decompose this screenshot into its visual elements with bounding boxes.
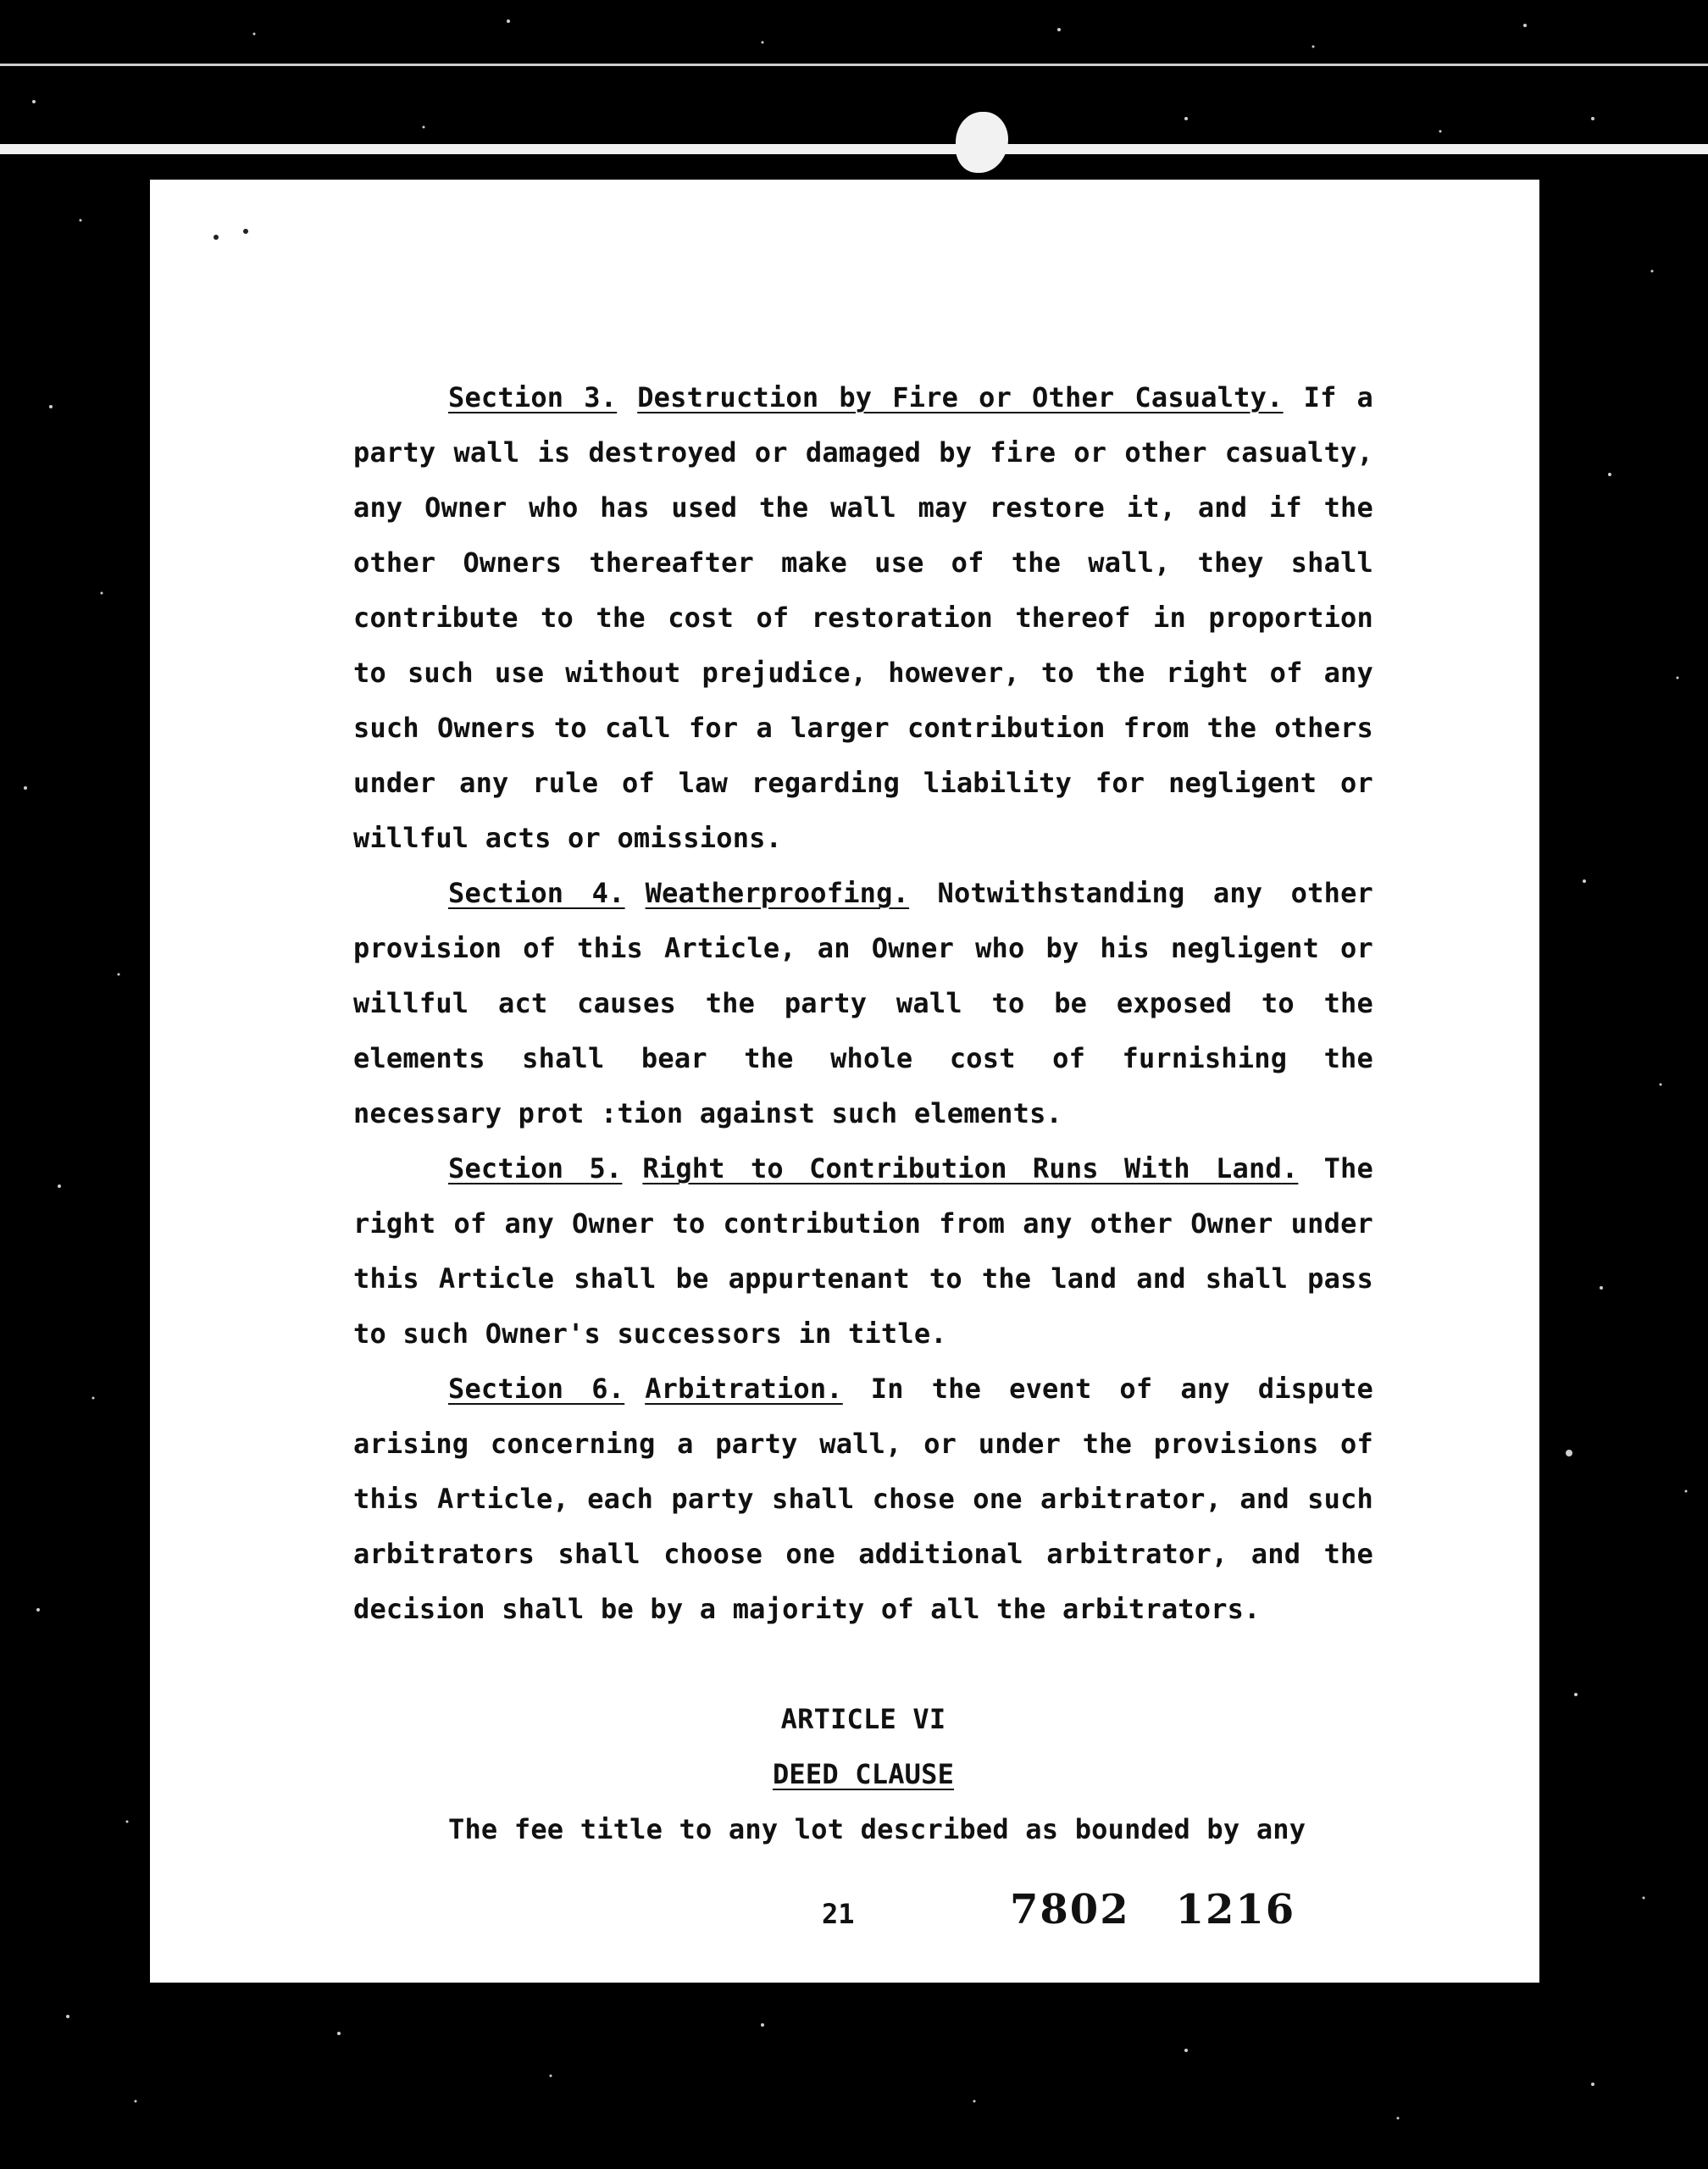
scan-blot (956, 112, 1008, 173)
section-4-paragraph (353, 866, 1373, 1141)
section-4-body: Notwithstanding any other provision of this Article, an Owner who by his negligent or willful act causes the party wall to be exposed to the elements shall bear the whole cost of furnishing the necessary prot :tion against such elements. (353, 877, 1374, 1129)
section-6-heading: Arbitration. (645, 1373, 843, 1405)
book-page-stamp (1010, 1886, 1295, 1933)
article-title: ARTICLE VI (780, 1703, 946, 1735)
closing-paragraph (353, 1802, 1373, 1857)
scan-edge-line (0, 64, 1708, 66)
section-3-body: If a party wall is destroyed or damaged by fire or other casualty, any Owner who has used the wall may restore it, and if the other Owners thereafter make use of the wall, they shall contribute to the cost of restoration thereof in proportion to such use without prejudice, however, to the right of any such Owners to call for a larger contribution from the others under any rule of law regarding liability for negligent or willful acts or omissions. (353, 381, 1374, 854)
page-speck (243, 229, 248, 234)
document-body (353, 370, 1373, 1857)
stamp-page-number: 1216 (1175, 1886, 1296, 1933)
section-4-heading: Weatherproofing. (645, 877, 910, 909)
section-5-heading: Right to Contribution Runs With Land. (642, 1152, 1299, 1184)
section-3-heading: Destruction by Fire or Other Casualty. (637, 381, 1284, 413)
page-footer (150, 1886, 1539, 1945)
section-3-label: Section 3. (448, 381, 618, 413)
section-6-label: Section 6. (448, 1373, 625, 1405)
section-6-paragraph (353, 1362, 1373, 1637)
page-number: 21 (822, 1898, 855, 1930)
article-subtitle: DEED CLAUSE (772, 1758, 955, 1790)
section-3-paragraph (353, 370, 1373, 866)
section-6-body: In the event of any dispute arising concerning a party wall, or under the provisions of this Article, each party shall chose one arbitrator, and such arbitrators shall choose one additional arbitrator, and the decision shall be by a majority of all the arbitrators. (353, 1373, 1373, 1625)
section-5-paragraph (353, 1141, 1373, 1362)
section-5-label: Section 5. (448, 1152, 623, 1184)
section-4-label: Section 4. (448, 877, 625, 909)
stamp-book-number: 7802 (1010, 1886, 1130, 1933)
closing-text: The fee title to any lot described as bounded by any (448, 1813, 1306, 1845)
article-subtitle-line (353, 1747, 1373, 1802)
scan-edge-band (0, 144, 1708, 154)
section-5-body: The right of any Owner to contribution from any other Owner under this Article shall be appurtenant to the land and shall pass to such Owner's successors in title. (353, 1152, 1373, 1350)
page-speck (214, 235, 219, 240)
document-page (150, 180, 1539, 1983)
